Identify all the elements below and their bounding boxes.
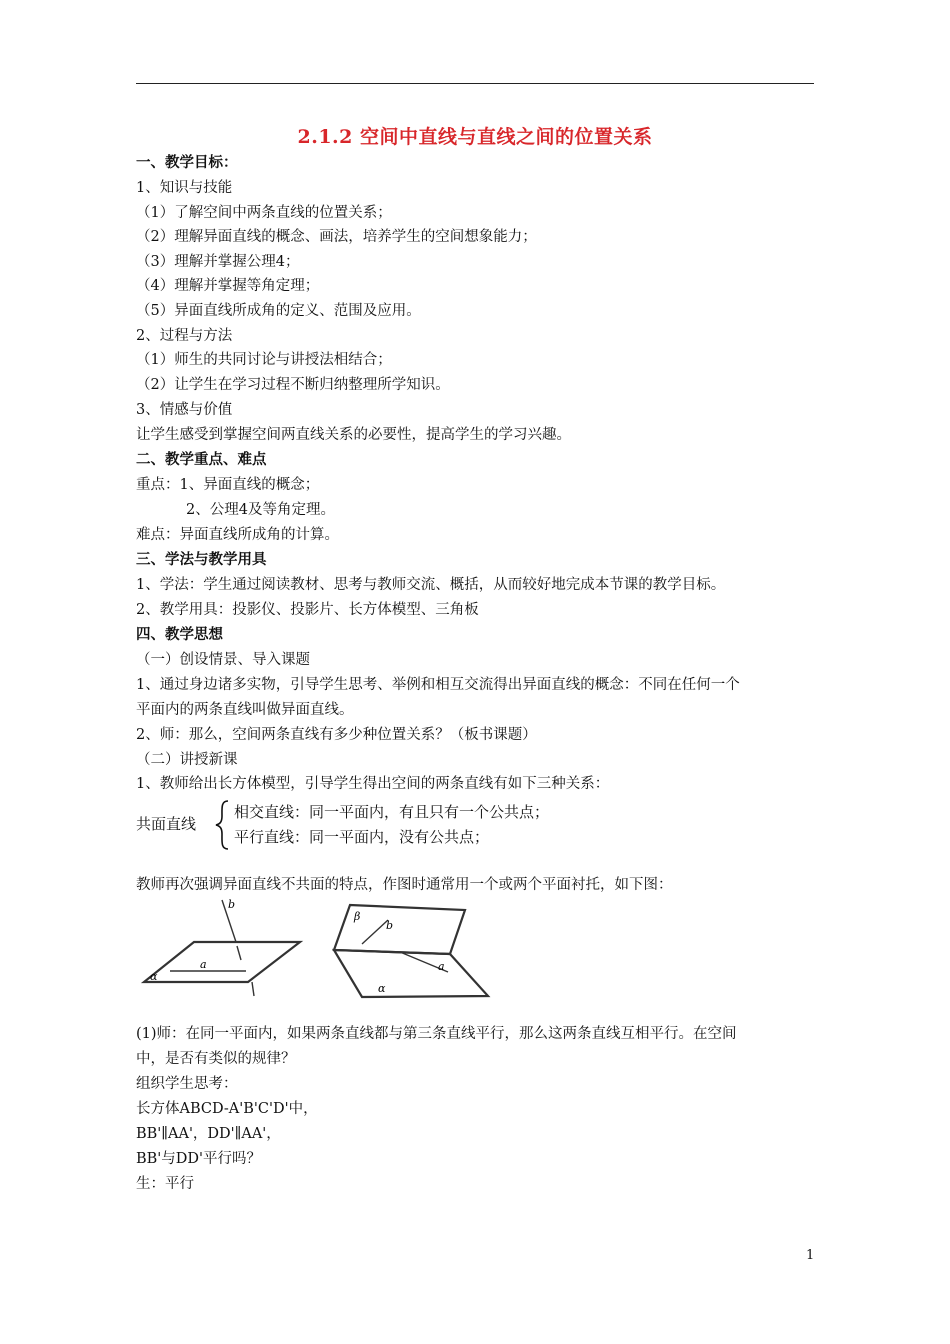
paragraph: 2、公理4及等角定理。 xyxy=(186,502,335,518)
subheading-emotion: 3、情感与价值 xyxy=(136,402,233,418)
header-rule xyxy=(136,83,814,84)
line-b-bottom xyxy=(252,982,254,996)
paragraph: 长方体ABCD-A'B'C'D'中， xyxy=(136,1101,318,1117)
page-title: 2.1.2 空间中直线与直线之间的位置关系 xyxy=(297,126,653,148)
brace-item-parallel: 平行直线：同一平面内，没有公共点； xyxy=(234,828,490,846)
skew-lines-figure-two-planes xyxy=(330,900,492,1004)
paragraph: BB'与DD'平行吗？ xyxy=(136,1151,262,1167)
section-heading-methods: 三、学法与教学用具 xyxy=(136,551,267,568)
page-number: 1 xyxy=(806,1248,815,1263)
section-heading-objectives: 一、教学目标： xyxy=(136,154,238,171)
skew-lines-figure-one-plane xyxy=(140,896,320,1002)
paragraph: 平面内的两条直线叫做异面直线。 xyxy=(136,702,354,718)
section-heading-thinking: 四、教学思想 xyxy=(136,626,223,643)
label-alpha: α xyxy=(150,970,158,983)
list-item: （3）理解并掌握公理4； xyxy=(136,254,300,270)
label-a: a xyxy=(438,960,445,973)
paragraph: 1、教师给出长方体模型，引导学生得出空间的两条直线有如下三种关系： xyxy=(136,776,610,792)
paragraph: 1、通过身边诸多实物，引导学生思考、举例和相互交流得出异面直线的概念：不同在任何一个 xyxy=(136,677,740,693)
section-heading-keypoints: 二、教学重点、难点 xyxy=(136,451,267,468)
brace-label: 共面直线 xyxy=(136,815,197,833)
subheading: （一）创设情景、导入课题 xyxy=(136,652,310,668)
brace-icon xyxy=(214,798,230,852)
list-item: （4）理解并掌握等角定理； xyxy=(136,278,320,294)
paragraph: 1、学法：学生通过阅读教材、思考与教师交流、概括，从而较好地完成本节课的教学目标。 xyxy=(136,577,726,593)
subheading: （二）讲授新课 xyxy=(136,752,238,768)
label-alpha: α xyxy=(378,982,386,995)
label-beta: β xyxy=(354,910,361,923)
paragraph: 教师再次强调异面直线不共面的特点，作图时通常用一个或两个平面衬托，如下图： xyxy=(136,877,673,893)
label-a: a xyxy=(200,958,207,971)
list-item: （1）了解空间中两条直线的位置关系； xyxy=(136,205,392,221)
paragraph: BB'∥AA'，DD'∥AA'， xyxy=(136,1126,281,1142)
list-item: （5）异面直线所成角的定义、范围及应用。 xyxy=(136,303,421,319)
plane-alpha xyxy=(144,942,300,982)
paragraph: 组织学生思考： xyxy=(136,1076,238,1092)
paragraph: 重点：1、异面直线的概念； xyxy=(136,477,320,493)
coplanar-lines-diagram xyxy=(136,798,636,852)
subheading-process: 2、过程与方法 xyxy=(136,328,233,344)
label-b: b xyxy=(228,898,236,911)
paragraph: 生：平行 xyxy=(136,1176,194,1192)
paragraph: (1)师：在同一平面内，如果两条直线都与第三条直线平行，那么这两条直线互相平行。在空间 xyxy=(136,1026,737,1042)
line-b-lower xyxy=(237,946,241,960)
paragraph: 2、师：那么，空间两条直线有多少种位置关系？（板书课题） xyxy=(136,727,537,743)
paragraph: 难点：异面直线所成角的计算。 xyxy=(136,527,339,543)
subheading-knowledge: 1、知识与技能 xyxy=(136,180,233,196)
paragraph: 2、教学用具：投影仪、投影片、长方体模型、三角板 xyxy=(136,602,479,618)
list-item: （2）理解异面直线的概念、画法，培养学生的空间想象能力； xyxy=(136,229,537,245)
label-b: b xyxy=(386,919,394,932)
brace-item-intersecting: 相交直线：同一平面内，有且只有一个公共点； xyxy=(234,803,550,821)
list-item: （2）让学生在学习过程不断归纳整理所学知识。 xyxy=(136,377,450,393)
paragraph: 中，是否有类似的规律？ xyxy=(136,1051,296,1067)
paragraph: 让学生感受到掌握空间两直线关系的必要性，提高学生的学习兴趣。 xyxy=(136,427,571,443)
list-item: （1）师生的共同讨论与讲授法相结合； xyxy=(136,352,392,368)
line-b xyxy=(362,920,388,944)
